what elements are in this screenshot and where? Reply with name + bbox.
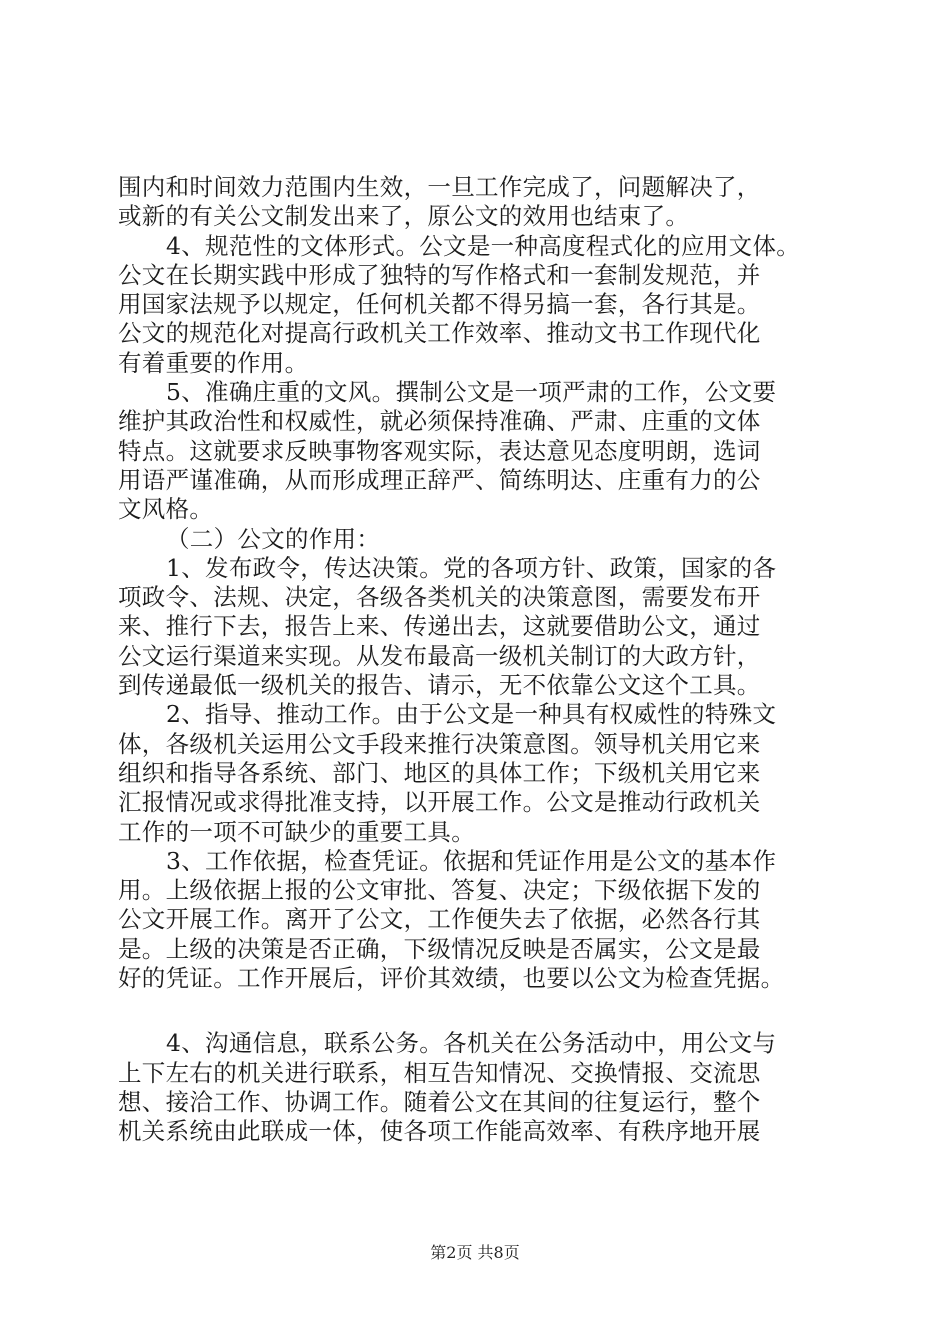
text-line: 汇报情况或求得批准支持，以开展工作。公文是推动行政机关 <box>118 788 761 817</box>
text-line: 体，各级机关运用公文手段来推行决策意图。领导机关用它来 <box>118 729 761 758</box>
text-line: 机关系统由此联成一体，使各项工作能高效率、有秩序地开展 <box>118 1117 761 1146</box>
text-line: 好的凭证。工作开展后，评价其效绩，也要以公文为检查凭据。 <box>118 964 785 993</box>
page-number: 第2页 共8页 <box>430 1243 520 1262</box>
text-line: 项政令、法规、决定，各级各类机关的决策意图，需要发布开 <box>118 583 761 612</box>
text-line: 2、指导、推动工作。由于公文是一种具有权威性的特殊文 <box>166 700 777 729</box>
text-line: 或新的有关公文制发出来了，原公文的效用也结束了。 <box>118 202 690 231</box>
text-line: （二）公文的作用： <box>166 524 381 553</box>
text-line: 公文的规范化对提高行政机关工作效率、推动文书工作现代化 <box>118 319 761 348</box>
text-line: 3、工作依据，检查凭证。依据和凭证作用是公文的基本作 <box>166 846 777 875</box>
text-line: 4、规范性的文体形式。公文是一种高度程式化的应用文体。 <box>166 231 801 260</box>
document-body <box>118 173 848 1147</box>
text-line: 1、发布政令，传达决策。党的各项方针、政策，国家的各 <box>166 553 777 582</box>
text-line: 工作的一项不可缺少的重要工具。 <box>118 817 475 846</box>
text-line: 公文运行渠道来实现。从发布最高一级机关制订的大政方针， <box>118 641 761 670</box>
text-line: 是。上级的决策是否正确，下级情况反映是否属实，公文是最 <box>118 934 761 963</box>
text-line: 5、准确庄重的文风。撰制公文是一项严肃的工作，公文要 <box>166 378 777 407</box>
text-line: 4、沟通信息，联系公务。各机关在公务活动中，用公文与 <box>166 1029 777 1058</box>
text-line: 组织和指导各系统、部门、地区的具体工作；下级机关用它来 <box>118 758 761 787</box>
text-line: 到传递最低一级机关的报告、请示，无不依靠公文这个工具。 <box>118 671 761 700</box>
text-line: 文风格。 <box>118 495 214 524</box>
blank-line <box>118 993 848 1029</box>
text-line: 用。上级依据上报的公文审批、答复、决定；下级依据下发的 <box>118 876 761 905</box>
page-footer <box>0 1243 950 1263</box>
text-line: 特点。这就要求反映事物客观实际，表达意见态度明朗，选词 <box>118 436 761 465</box>
text-line: 来、推行下去，报告上来、传递出去，这就要借助公文，通过 <box>118 612 761 641</box>
text-line: 公文开展工作。离开了公文，工作便失去了依据，必然各行其 <box>118 905 761 934</box>
text-line: 维护其政治性和权威性，就必须保持准确、严肃、庄重的文体 <box>118 407 761 436</box>
text-line: 想、接洽工作、协调工作。随着公文在其间的往复运行，整个 <box>118 1087 761 1116</box>
text-line: 有着重要的作用。 <box>118 348 309 377</box>
text-line: 用语严谨准确，从而形成理正辞严、简练明达、庄重有力的公 <box>118 465 761 494</box>
text-line: 上下左右的机关进行联系，相互告知情况、交换情报、交流思 <box>118 1058 761 1087</box>
text-line: 公文在长期实践中形成了独特的写作格式和一套制发规范，并 <box>118 260 761 289</box>
text-line: 围内和时间效力范围内生效，一旦工作完成了，问题解决了， <box>118 173 761 201</box>
text-line: 用国家法规予以规定，任何机关都不得另搞一套，各行其是。 <box>118 290 761 319</box>
